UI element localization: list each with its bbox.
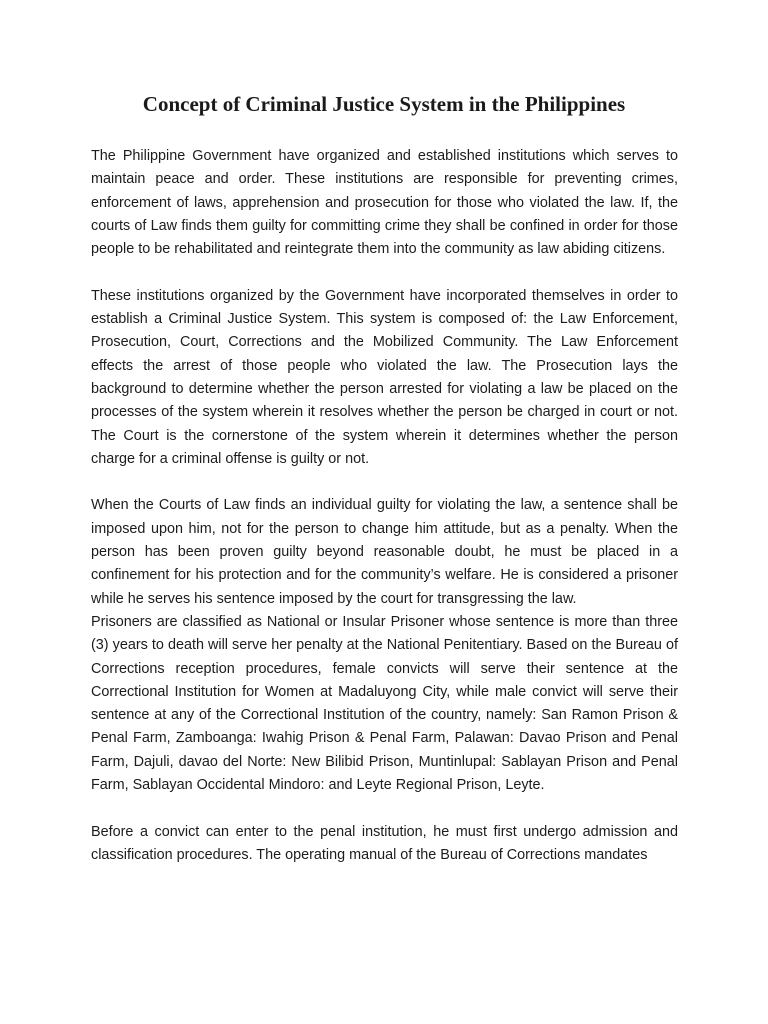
document-body [91, 145, 678, 891]
document-title: Concept of Criminal Justice System in the Philippines [142, 92, 626, 116]
paragraph-system-components: These institutions organized by the Government have incorporated themselves in order to establish a Criminal Justice System. This system is composed of: the Law Enforcement, Prosecution, Court, Corrections and the Mobilized Community. The Law Enforcement effects the arrest of those people who violated the law. The Prosecution lays the background to determine whether the person arrested for violating a law be placed on the processes of the system wherein it resolves whether the person be charged in court or not. The Court is the cornerstone of the system wherein it determines whether the person charge for a criminal offense is guilty or not. [91, 287, 678, 467]
paragraph-admission: Before a convict can enter to the penal institution, he must first undergo admission and classification procedures. The operating manual of the Bureau of Corrections mandates [91, 823, 678, 863]
paragraph-prisoner-classification: Prisoners are classified as National or Insular Prisoner whose sentence is more than three (3) years to death will serve her penalty at the National Penitentiary. Based on the Bureau of Corrections reception procedures, female convicts will serve their sentence at the Correctional Institution for Women at Madaluyong City, while male convict will serve their sentence at any of the Correctional Institution of the country, namely: San Ramon Prison & Penal Farm, Zamboanga: Iwahig Prison & Penal Farm, Palawan: Davao Prison and Penal Farm, Dajuli, davao del Norte: New Bilibid Prison, Muntinlupal: Sablayan Prison and Penal Farm, Sablayan Occidental Mindoro: and Leyte Regional Prison, Leyte. [91, 613, 678, 794]
paragraph-sentencing: When the Courts of Law finds an individual guilty for violating the law, a sentence shall be imposed upon him, not for the person to change him attitude, but as a penalty. When the person has been proven guilty beyond reasonable doubt, he must be placed in a confinement for his protection and for the community’s welfare. He is considered a prisoner while he serves his sentence imposed by the court for transgressing the law. [91, 497, 678, 607]
paragraph-intro: The Philippine Government have organized and established institutions which serves to maintain peace and order. These institutions are responsible for preventing crimes, enforcement of laws, apprehension and prosecution for those who violated the law. If, the courts of Law finds them guilty for committing crime they shall be confined in order for those people to be rehabilitated and reintegrate them into the community as law abiding citizens. [91, 148, 678, 258]
